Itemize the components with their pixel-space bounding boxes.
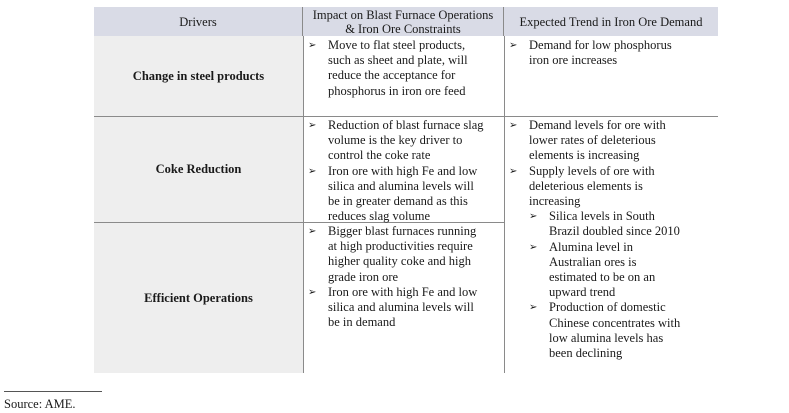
trend-cell <box>505 38 718 68</box>
list-item: ➢ Demand for low phosphorus iron ore increases <box>509 38 672 68</box>
list-item: ➢ Bigger blast furnaces running at high productivities require higher quality coke and high grade iron ore <box>308 224 477 284</box>
footnote-rule <box>4 391 102 392</box>
arrowhead-icon: ➢ <box>308 165 317 177</box>
trend-cell-merged <box>505 118 718 361</box>
header-impact <box>303 7 504 36</box>
list-item: ➢ Demand levels for ore with lower rates of deleterious elements is increasing <box>509 118 666 163</box>
driver-cell <box>94 117 303 222</box>
header-impact-line: Impact on Blast Furnace Operations <box>312 7 494 22</box>
header-drivers-label: Drivers <box>179 14 217 29</box>
arrowhead-icon: ➢ <box>529 241 538 253</box>
arrowhead-icon: ➢ <box>509 165 518 177</box>
driver-label: Efficient Operations <box>144 290 253 305</box>
list-item: ➢ Supply levels of ore with deleterious elements is increasing <box>509 163 655 209</box>
list-item: ➢ Reduction of blast furnace slag volume is the key driver to control the coke rate <box>308 118 484 163</box>
sub-list-item: ➢ Alumina level in Australian ores is estimated to be on an upward trend <box>529 239 656 300</box>
impact-cell <box>304 224 504 330</box>
sub-list <box>525 209 718 361</box>
list-item: ➢ Iron ore with high Fe and low silica and alumina levels will be in greater demand as this reduces slag volume <box>308 163 478 224</box>
driver-cell <box>94 36 303 116</box>
arrowhead-icon: ➢ <box>509 40 518 51</box>
header-impact-line: & Iron Ore Constraints <box>345 21 461 36</box>
driver-label: Change in steel products <box>132 68 265 83</box>
list-item: ➢ Move to flat steel products, such as sheet and plate, will reduce the acceptance for phosphorus in iron ore feed <box>308 38 468 98</box>
header-trend-label: Expected Trend in Iron Ore Demand <box>519 14 703 29</box>
arrowhead-icon: ➢ <box>308 120 317 131</box>
sub-list-item: ➢ Silica levels in South Brazil doubled since 2010 <box>529 209 680 239</box>
drivers-table <box>94 7 718 373</box>
arrowhead-icon: ➢ <box>308 286 317 298</box>
row-divider <box>94 116 718 117</box>
header-trend <box>504 7 718 36</box>
list-item: ➢ Iron ore with high Fe and low silica and alumina levels will be in demand <box>308 284 478 330</box>
driver-cell <box>94 223 303 373</box>
source-note: Source: AME. <box>4 397 76 411</box>
driver-label: Coke Reduction <box>155 162 242 176</box>
header-drivers <box>94 7 303 36</box>
arrowhead-icon: ➢ <box>509 120 518 131</box>
sub-list-item: ➢ Production of domestic Chinese concentrates with low alumina levels has been declining <box>529 300 681 361</box>
impact-cell <box>304 118 504 224</box>
arrowhead-icon: ➢ <box>529 302 538 314</box>
impact-cell <box>304 38 504 99</box>
arrowhead-icon: ➢ <box>529 211 538 223</box>
arrowhead-icon: ➢ <box>308 226 317 237</box>
arrowhead-icon: ➢ <box>308 40 317 51</box>
